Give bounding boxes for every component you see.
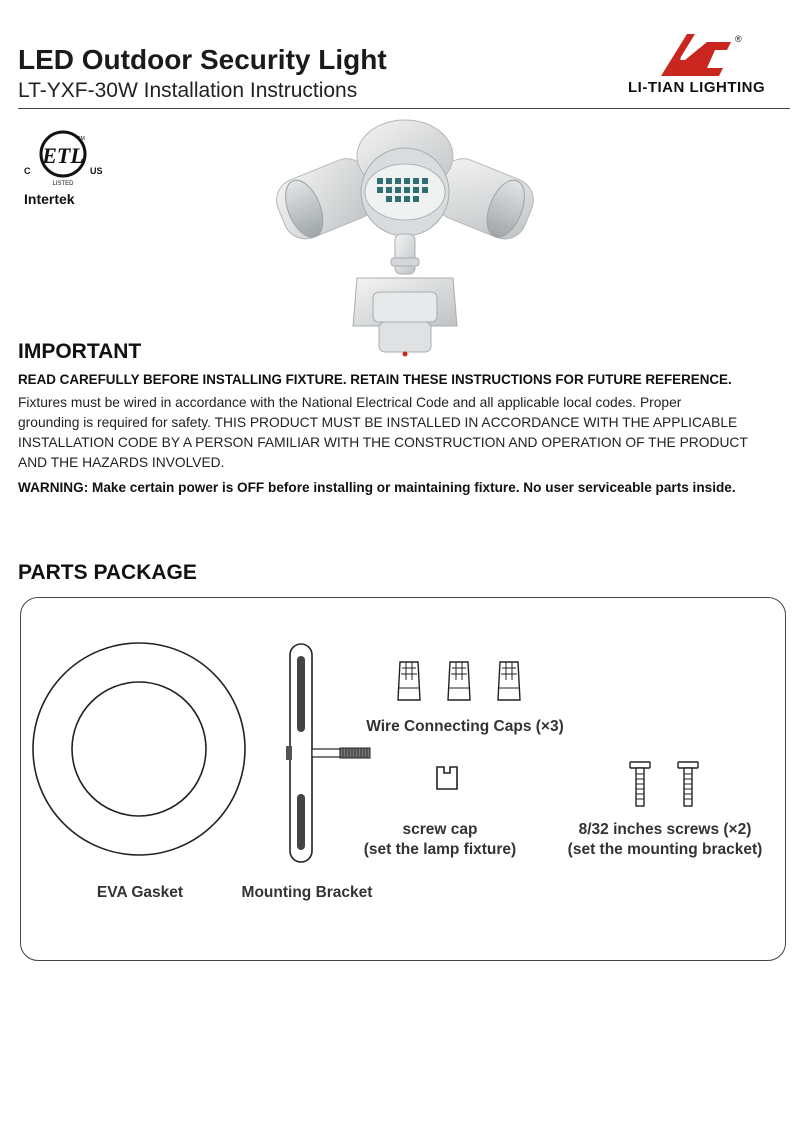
- wiring-requirements-text: [18, 393, 798, 473]
- document-subtitle: LT-YXF-30W Installation Instructions: [18, 79, 358, 102]
- security-light-product-image: [255, 116, 555, 358]
- cm-mark: CM: [77, 136, 85, 142]
- registered-mark: ®: [735, 34, 742, 44]
- body-line: Fixtures must be wired in accordance with the National Electrical Code and all applicable local codes. Proper: [18, 395, 682, 410]
- body-line: INSTALLATION CODE BY A PERSON FAMILIAR WITH THE CONSTRUCTION AND OPERATION OF THE PRODUCT: [18, 435, 748, 450]
- warning-notice: WARNING: Make certain power is OFF before installing or maintaining fixture. No user serviceable parts inside.: [18, 480, 736, 495]
- listed-text: LISTED: [52, 181, 74, 187]
- body-line: grounding is required for safety. THIS PRODUCT MUST BE INSTALLED IN ACCORDANCE WITH THE APPLICABLE: [18, 415, 738, 430]
- screws-label-line1: 8/32 inches screws (×2): [578, 821, 752, 838]
- document-title: LED Outdoor Security Light: [18, 44, 387, 75]
- important-heading: IMPORTANT: [18, 340, 142, 363]
- screw-cap-icon: [434, 764, 460, 792]
- etl-mark-text: ETL: [42, 143, 84, 168]
- etl-listed-mark-icon: [18, 122, 108, 210]
- screw-cap-label-line2: (set the lamp fixture): [363, 841, 517, 858]
- screws-label-line2: (set the mounting bracket): [567, 841, 763, 858]
- eva-gasket-label: EVA Gasket: [96, 884, 184, 901]
- body-line: AND THE HAZARDS INVOLVED.: [18, 455, 225, 470]
- header-divider: [18, 108, 790, 109]
- mounting-bracket-label: Mounting Bracket: [241, 884, 373, 901]
- wire-connecting-caps-icon: [392, 656, 528, 708]
- us-mark: US: [90, 166, 103, 176]
- brand-name: LI-TIAN LIGHTING: [628, 79, 766, 96]
- intertek-text: Intertek: [24, 191, 75, 207]
- wire-caps-label: Wire Connecting Caps (×3): [366, 718, 564, 735]
- c-mark: C: [24, 166, 31, 176]
- read-carefully-notice: READ CAREFULLY BEFORE INSTALLING FIXTURE. RETAIN THESE INSTRUCTIONS FOR FUTURE REFERENCE.: [18, 372, 732, 387]
- parts-package-heading: PARTS PACKAGE: [18, 561, 197, 584]
- mounting-screws-icon: [624, 760, 704, 808]
- eva-gasket-icon: [30, 640, 248, 858]
- screw-cap-label-line1: screw cap: [402, 821, 478, 838]
